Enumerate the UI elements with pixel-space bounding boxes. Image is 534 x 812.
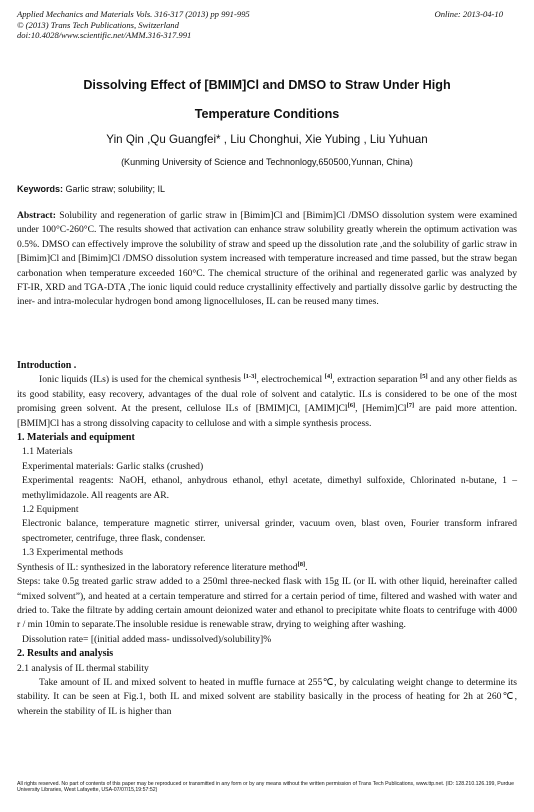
subsection-1-2-heading: 1.2 Equipment (22, 504, 79, 516)
abstract-label: Abstract: (17, 210, 56, 221)
affiliation: (Kunming University of Science and Technonlogy,650500,Yunnan, China) (121, 157, 413, 167)
reagents-text: Experimental reagents: NaOH, ethanol, anhydrous ethanol, ethyl acetate, dimethyl sulfoxide, Chlorinated n-butane, 1 – methylimidazole. All reagents are AR. (22, 475, 517, 501)
synthesis-end: . (305, 561, 308, 573)
author-list: Yin Qin ,Qu Guangfei* , Liu Chonghui, Xie Yubing , Liu Yuhuan (106, 133, 428, 146)
intro-text-4: and any other fields as its good stability, easy recovery, advantages of the dual role of solvent and catalytic. ILs is considered to be one of the most promising green solvent. At the present, cellulose ILs of [BMIM]Cl, [AMIM]Cl (17, 374, 518, 415)
running-header (17, 9, 517, 41)
subsection-2-1-heading: 2.1 analysis of IL thermal stability (17, 662, 149, 674)
main-text (17, 359, 517, 719)
citation-ref[interactable]: [5] (420, 373, 428, 381)
synthesis-text (17, 561, 517, 575)
steps-text: Steps: take 0.5g treated garlic straw added to a 250ml three-necked flask with 15g IL (or IL with other liquid, hereinafter called “mixed solvent”), and heated at a certain temperature and stirred for a certain period of time, filtered and washed with water and dried to. Take the filtrate by adding certain amount deionized water and ethanol to precipitate white floats to centrifuge with 4000 r / min 10min to separate.The insoluble residue is renewable straw, drying to weighing after washing. (17, 576, 517, 631)
intro-paragraph (17, 373, 517, 431)
citation-ref[interactable]: [1-3] (243, 373, 257, 381)
citation-ref[interactable]: [7] (406, 402, 415, 410)
doi-link[interactable]: doi:10.4028/www.scientific.net/AMM.316-317.991 (17, 30, 192, 41)
copyright-footer: All rights reserved. No part of contents of this paper may be reproduced or transmitted in any form or by any means without the written permission of Trans Tech Publications, www.ttp.net. (ID: 128.210.126.199, Purdue University Libraries, West Lafayette, USA-07/07/15,19:57:52) (17, 781, 515, 794)
subsection-1-1-heading: 1.1 Materials (22, 446, 73, 458)
dissolution-rate-formula: Dissolution rate= [(initial added mass- undissolved)/solubility]% (22, 633, 272, 645)
intro-text-1: Ionic liquids (ILs) is used for the chemical synthesis (39, 374, 244, 386)
subsection-1-3-heading: 1.3 Experimental methods (22, 547, 123, 559)
citation-ref[interactable]: [4] (324, 373, 333, 381)
citation-ref[interactable]: [6] (347, 402, 356, 410)
intro-heading: Introduction . (17, 360, 77, 371)
keywords-label: Keywords: (17, 184, 64, 194)
title-line-1: Dissolving Effect of [BMIM]Cl and DMSO to Straw Under High (83, 78, 451, 92)
journal-citation: Applied Mechanics and Materials Vols. 316-317 (2013) pp 991-995 (17, 9, 250, 19)
citation-ref[interactable]: [8] (297, 560, 306, 568)
keywords (17, 184, 165, 194)
paper-title (0, 71, 534, 129)
equipment-text: Electronic balance, temperature magnetic stirrer, universal grinder, vacuum oven, blast oven, Fourier transform infrared spectrometer, centrifuge, three flask, condenser. (22, 518, 517, 544)
abstract-text: Solubility and regeneration of garlic straw in [Bimim]Cl and [Bimim]Cl /DMSO dissolution system were examined under 100°C-260°C. The results showed that activation can enhance straw solubility greatly wherein the optimum activation was 0.5%. DMSO can effectively improve the solubility of straw and speed up the dissolution rate ,and the solubility of garlic straw in [Bimim]Cl and [Bimim]Cl /DMSO dissolution system increased with temperature increased and time passed, but the straw began carbonation when temperature exceeded 160°C. The chemical structure of the orihinal and regenerated garlic was analyzed by FT-IR, XRD and TGA-DTA ,The ionic liquid could reduce crystallinity effectively and partially dissolve garlic by destructing the iner- and intra-molecular hydrogen bond among lignocelluloses, IL can be reused many times. (17, 210, 517, 308)
intro-text-6: are paid more attention. [BMIM]Cl has a strong dissolving capacity to cellulose and with a simple synthesis process. (17, 403, 517, 429)
intro-text-3: , extraction separation (332, 374, 421, 386)
keywords-text: Garlic straw; solubility; IL (63, 184, 166, 194)
materials-text: Experimental materials: Garlic stalks (crushed) (22, 460, 204, 472)
intro-text-5: , [Hemim]Cl (355, 403, 407, 415)
copyright-line: © (2013) Trans Tech Publications, Switzerland (17, 19, 179, 30)
online-date: Online: 2013-04-10 (434, 9, 503, 19)
section-1-heading: 1. Materials and equipment (17, 432, 135, 444)
synthesis-sentence: Synthesis of IL: synthesized in the laboratory reference literature method (17, 561, 298, 573)
title-line-2: Temperature Conditions (194, 107, 340, 121)
abstract (17, 209, 517, 310)
section-2-heading: 2. Results and analysis (17, 648, 114, 660)
intro-text-2: , electrochemical (256, 374, 325, 386)
thermal-stability-paragraph: Take amount of IL and mixed solvent to heated in muffle furnace at 255℃, by calculating weight change to determine its stability. It can be seen at Fig.1, both IL and mixed solvent are stability basically in the process of heating for 2h at 260℃, wherein the stability of IL is higher than (17, 676, 517, 717)
